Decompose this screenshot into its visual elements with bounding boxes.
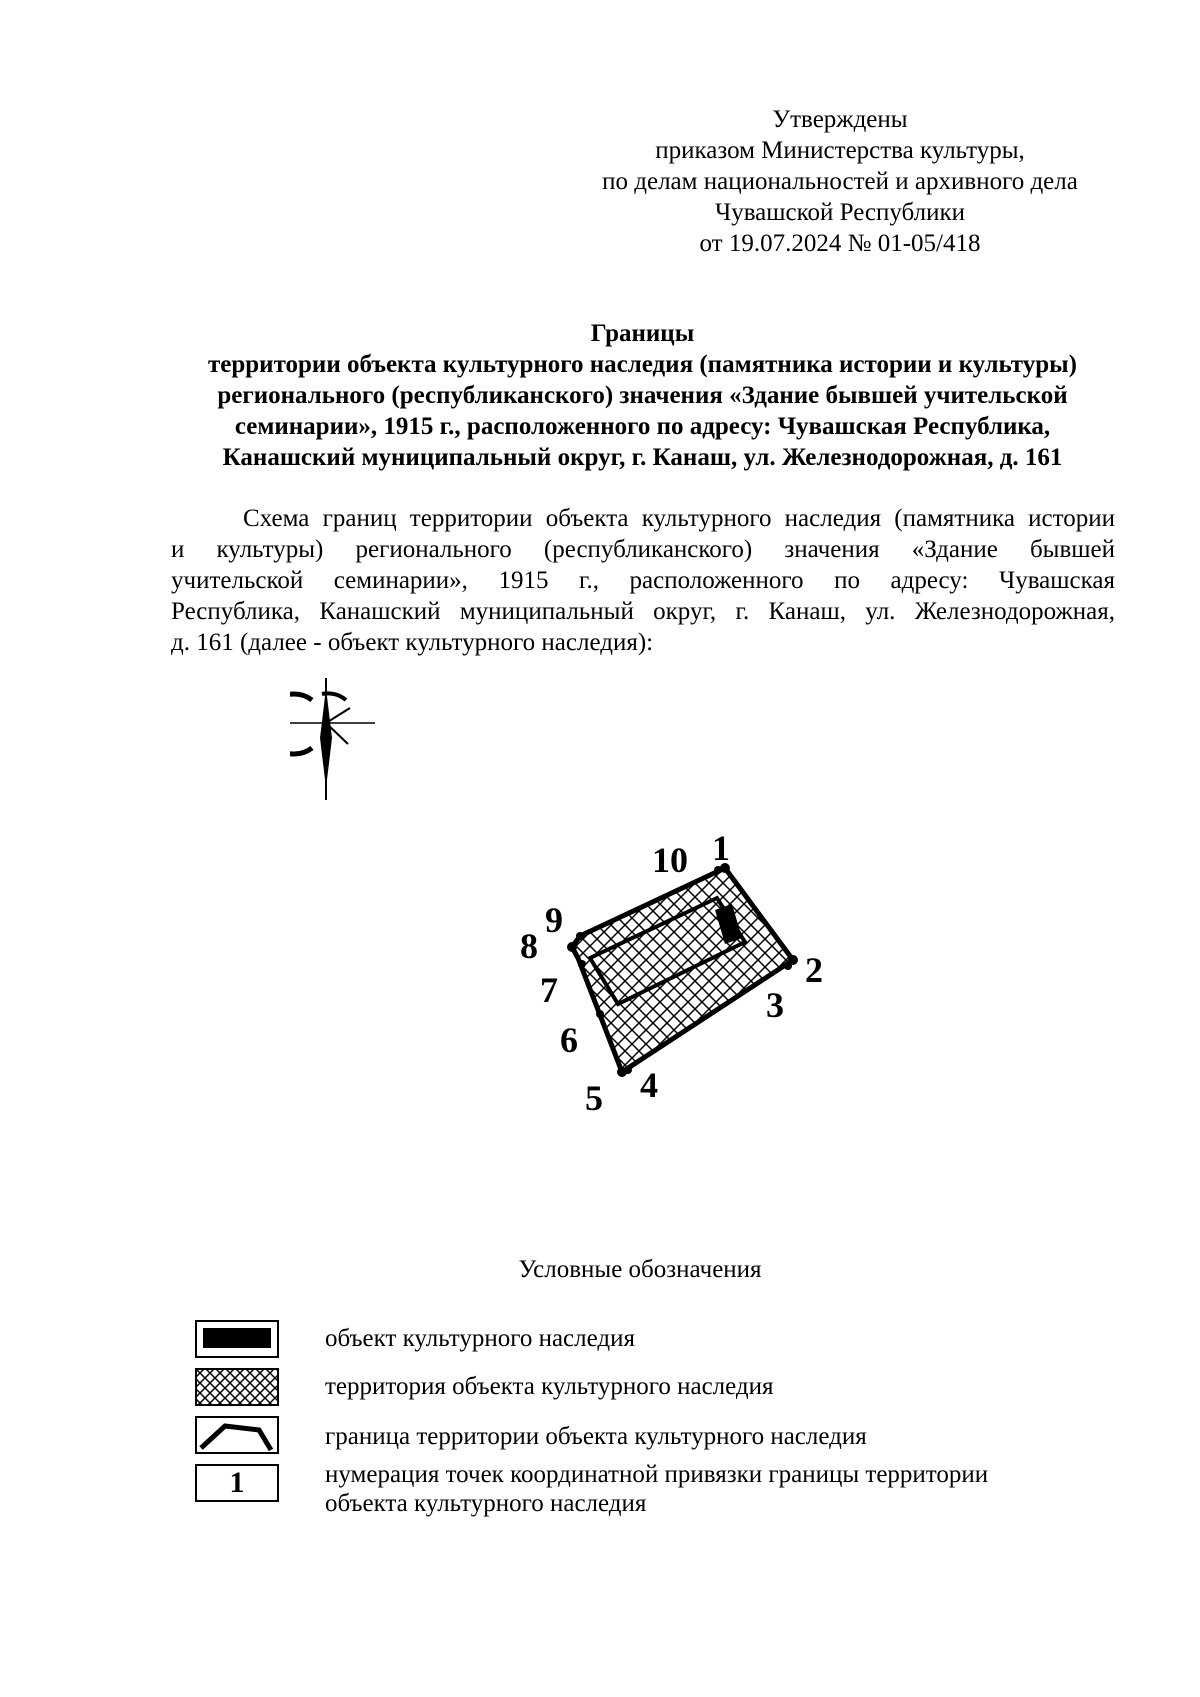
boundary-point bbox=[578, 960, 586, 968]
legend-label: объект культурного наследия bbox=[325, 1325, 635, 1352]
point-label: 9 bbox=[545, 900, 563, 940]
paragraph-line: и культуры) регионального (республиканского) значения «Здание бывшей bbox=[171, 536, 1115, 563]
boundary-point bbox=[596, 1010, 604, 1018]
paragraph-line: д. 161 (далее - объект культурного наследия): bbox=[171, 629, 654, 656]
paragraph-line: учительской семинарии», 1915 г., расположенного по адресу: Чувашская bbox=[171, 567, 1115, 594]
approval-line: приказом Министерства культуры, bbox=[655, 137, 1025, 164]
legend-label: объекта культурного наследия bbox=[325, 1490, 647, 1517]
heritage-object-symbol-icon bbox=[195, 1320, 279, 1358]
approval-line: по делам национальностей и архивного дела bbox=[602, 168, 1078, 195]
point-label: 1 bbox=[712, 828, 730, 868]
title-line: территории объекта культурного наследия (памятника истории и культуры) bbox=[207, 351, 1077, 378]
point-label: 8 bbox=[520, 926, 538, 966]
title-line: Границы bbox=[590, 320, 695, 347]
approval-block bbox=[560, 104, 1120, 259]
boundary-line-icon bbox=[195, 1416, 279, 1454]
point-label: 2 bbox=[805, 950, 823, 990]
approval-line: Чувашской Республики bbox=[714, 199, 966, 226]
point-label: 10 bbox=[652, 840, 688, 880]
paragraph-line: Республика, Канашский муниципальный округ, г. Канаш, ул. Железнодорожная, bbox=[171, 598, 1115, 625]
title-line: регионального (республиканского) значения «Здание бывшей учительской bbox=[217, 382, 1068, 409]
paragraph-line: Схема границ территории объекта культурного наследия (памятника истории bbox=[243, 505, 1115, 532]
north-arrow-icon bbox=[290, 678, 380, 803]
boundary-scheme bbox=[520, 820, 840, 1120]
document-title bbox=[170, 318, 1115, 473]
boundary-point bbox=[784, 962, 792, 970]
point-label: 5 bbox=[585, 1078, 603, 1118]
point-number-sample: 1 bbox=[195, 1464, 279, 1502]
boundary-point bbox=[576, 932, 584, 940]
territory-hatch-icon bbox=[195, 1368, 279, 1406]
title-line: семинарии», 1915 г., расположенного по адресу: Чувашская Республика, bbox=[234, 413, 1051, 440]
boundary-point bbox=[617, 1067, 627, 1077]
description-paragraph bbox=[171, 503, 1115, 658]
point-label: 4 bbox=[640, 1065, 658, 1105]
legend-label: территория объекта культурного наследия bbox=[325, 1373, 774, 1400]
territory-area bbox=[572, 868, 793, 1072]
approval-line: от 19.07.2024 № 01-05/418 bbox=[699, 230, 981, 257]
approval-line: Утверждены bbox=[772, 106, 908, 133]
point-label: 7 bbox=[540, 970, 558, 1010]
title-line: Канашский муниципальный округ, г. Канаш, ул. Железнодорожная, д. 161 bbox=[222, 444, 1063, 471]
boundary-point bbox=[567, 942, 577, 952]
legend-label: нумерация точек координатной привязки границы территории bbox=[325, 1461, 989, 1488]
legend-label: граница территории объекта культурного наследия bbox=[325, 1423, 867, 1450]
legend-title: Условные обозначения bbox=[518, 1256, 762, 1283]
point-label: 3 bbox=[766, 985, 784, 1025]
point-label: 6 bbox=[560, 1020, 578, 1060]
